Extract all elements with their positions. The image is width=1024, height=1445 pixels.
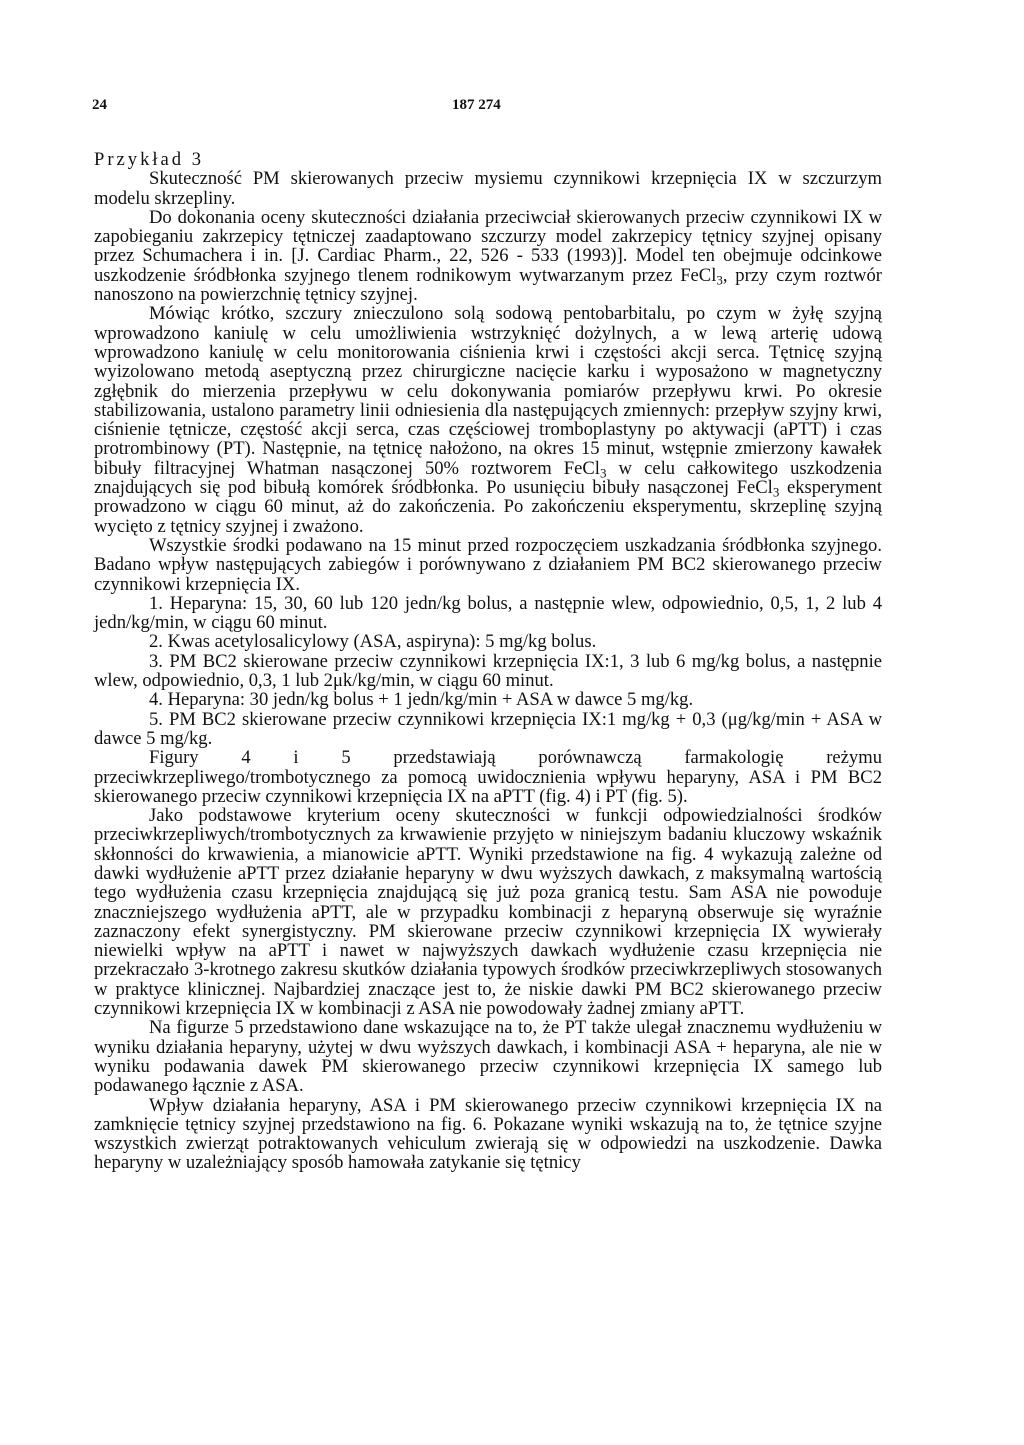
paragraph-procedure <box>94 304 882 536</box>
text-run: , przy czym roztwór nanoszono na powierzchnię tętnicy szyjnej. <box>94 264 882 306</box>
page-header <box>92 97 932 121</box>
paragraph-occlusion-results: Wpływ działania heparyny, ASA i PM skierowanego przeciw czynnikowi krzepnięcia IX na zamknięcie tętnicy szyjnej przedstawiono na fig. 6. Pokazane wyniki wskazują na to, że tętnice szyjne wszystkich zwierząt potraktowanych vehiculum zwierają się w odpowiedzi na uszkodzenie. Dawka heparyny w uzależniający sposób hamowała zatykanie się tętnicy <box>94 1094 882 1174</box>
list-item-2: 2. Kwas acetylosalicylowy (ASA, aspiryna): 5 mg/kg bolus. <box>149 631 597 653</box>
text-run: eksperyment prowadzono w ciągu 60 minut, aż do zakończenia. Po zakończeniu eksperymentu, skrzeplinę szyjną wycięto z tętnicy szyjnej i zważono. <box>94 477 883 537</box>
subscript: 3 <box>772 484 780 500</box>
page-number: 24 <box>92 97 107 113</box>
subscript: 3 <box>716 272 723 288</box>
list-item-3: 3. PM BC2 skierowane przeciw czynnikowi krzepnięcia IX:1, 3 lub 6 mg/kg bolus, a następnie wlew, odpowiednio, 0,3, 1 lub 2μk/kg/min, w ciągu 60 minut. <box>94 650 882 692</box>
subscript: 3 <box>599 465 607 480</box>
patent-number: 187 274 <box>452 97 501 113</box>
list-item-5: 5. PM BC2 skierowane przeciw czynnikowi krzepnięcia IX:1 mg/kg + 0,3 (μg/kg/min + ASA w dawce 5 mg/kg. <box>94 708 882 749</box>
list-item-1: 1. Heparyna: 15, 30, 60 lub 120 jedn/kg bolus, a następnie wlew, odpowiednio, 0,5, 1, 2 lub 4 jedn/kg/min, w ciągu 60 minut. <box>94 592 882 634</box>
example-heading: Przykład 3 <box>94 149 205 170</box>
text-run: Mówiąc krótko, szczury znieczulono solą sodową pentobarbitalu, po czym w żyłę szyjną wprowadzono kaniulę w celu umożliwienia wstrzyknięć dożylnych, a w lewą arterię udową wprowadzono kaniulę w celu monitorowania ciśnienia krwi i częstości akcji serca. Tętnicę szyjną wyizolowano metodą aseptyczną przez chirurgiczne nacięcie karku i wyposażono w magnetyczny zgłębnik do mierzenia przepływu w celu dokonywania pomiarów przepływu krwi. Po okresie stabilizowania, ustalono parametry linii odniesienia dla następujących zmiennych: przepływ szyjny krwi, ciśnienie tętnicze, częstość akcji serca, czas częściowej tromboplastyny po aktywacji (aPTT) i czas protrombinowy (PT). Następnie, na tętnicę nałożono, na okres 15 minut, wstępnie zmierzony kawałek bibuły filtracyjnej Whatman nasączonej 50% roztworem FeCl <box>94 303 882 479</box>
text-run: Do dokonania oceny skuteczności działania przeciwciał skierowanych przeciw czynnikowi IX w zapobieganiu zakrzepicy tętniczej zaadaptowano szczurzy model zakrzepicy tętnicy szyjnej opisany przez Schumachera i in. [J. Cardiac Pharm., 22, 526 - 533 (1993)]. Model ten obejmuje odcinkowe uszkodzenie śródbłonka szyjnego tlenem rodnikowym wytwarzanym przez FeCl <box>94 206 882 286</box>
document-body <box>94 150 882 1173</box>
text-run: w celu całkowitego uszkodzenia znajdujących się pod bibułą komórek śródbłonka. Po usunięciu bibuły nasączonej FeCl <box>94 457 882 499</box>
paragraph-treatments-intro: Wszystkie środki podawano na 15 minut przed rozpoczęciem uszkadzania śródbłonka szyjnego. Badano wpływ następujących zabiegów i porównywano z działaniem PM BC2 skierowanego przeciw czynnikowi krzepnięcia IX. <box>94 534 882 595</box>
paragraph-pt-results: Na figurze 5 przedstawiono dane wskazujące na to, że PT także ulegał znacznemu wydłużeniu w wyniku działania heparyny, użytej w dwu wyższych dawkach, i kombinacji ASA + heparyna, ale nie w wyniku podawania dawek PM skierowanego przeciw czynnikowi krzepnięcia IX samego lub podawanego łącznie z ASA. <box>94 1017 882 1097</box>
paragraph-model-description <box>94 208 882 304</box>
paragraph-aptt-results: Jako podstawowe kryterium oceny skuteczności w funkcji odpowiedzialności środków przeciwkrzepliwych/trombotycznych za krwawienie przyjęto w niniejszym badaniu kluczowy wskaźnik skłonności do krwawienia, a mianowicie aPTT. Wyniki przedstawione na fig. 4 wykazują zależne od dawki wydłużenie aPTT przez działanie heparyny w dwu wyższych dawkach, z maksymalną wartością tego wydłużenia czasu krzepnięcia znajdującą się już poza granicą testu. Sam ASA nie powoduje znaczniejszego wydłużenia aPTT, ale w przypadku kombinacji z heparyną obserwuje się wyraźnie zaznaczony efekt synergistyczny. PM skierowane przeciw czynnikowi krzepnięcia IX wywierały niewielki wpływ na aPTT i nawet w najwyższych dawkach wydłużenie czasu krzepnięcia nie przekraczało 3-krotnego zakresu skutków działania typowych środków przeciwkrzepliwych stosowanych w praktyce klinicznej. Najbardziej znaczące jest to, że niskie dawki PM BC2 skierowanego przeciw czynnikowi krzepnięcia IX w kombinacji z ASA nie powodowały żadnej zmiany aPTT. <box>94 805 882 1020</box>
paragraph-figures-4-5: Figury 4 i 5 przedstawiają porównawczą farmakologię reżymu przeciwkrzepliwego/trombotycznego za pomocą uwidocznienia wpływu heparyny, ASA i PM BC2 skierowanego przeciw czynnikowi krzepnięcia IX na aPTT (fig. 4) i PT (fig. 5). <box>94 747 882 807</box>
list-item-4: 4. Heparyna: 30 jedn/kg bolus + 1 jedn/kg/min + ASA w dawce 5 mg/kg. <box>149 689 694 711</box>
example-title: Skuteczność PM skierowanych przeciw mysiemu czynnikowi krzepnięcia IX w szczurzym modelu skrzepliny. <box>94 168 882 209</box>
